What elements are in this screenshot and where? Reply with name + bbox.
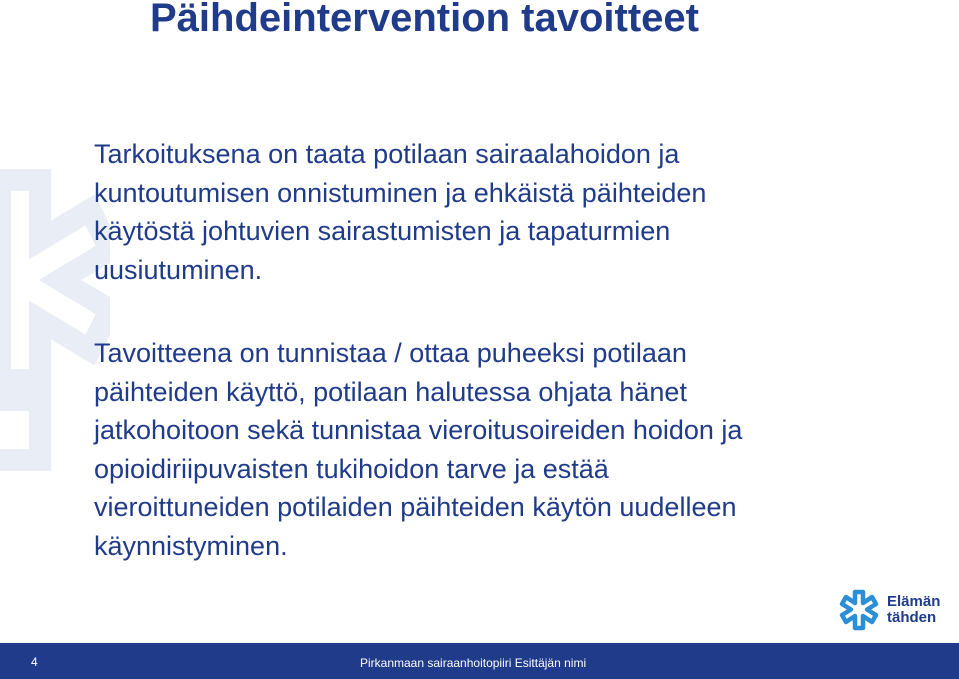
footer-bar <box>0 643 959 679</box>
goal-paragraph-purpose <box>94 135 834 289</box>
elaman-tahden-logo <box>836 588 946 636</box>
text-line: kuntoutumisen onnistuminen ja ehkäistä päihteiden <box>94 177 707 208</box>
text-line: päihteiden käyttö, potilaan halutessa ohjata hänet <box>94 376 687 407</box>
text-line: opioidiriipuvaisten tukihoidon tarve ja estää <box>94 453 609 484</box>
logo-line2: tähden <box>887 609 937 626</box>
text-line: Tavoitteena on tunnistaa / ottaa puheeksi potilaan <box>94 338 687 368</box>
page-number: 4 <box>31 655 38 669</box>
star-of-life-icon <box>836 588 882 634</box>
text-line: uusiutuminen. <box>94 254 263 285</box>
text-line: käynnistyminen. <box>94 530 288 561</box>
goal-paragraph-objective <box>94 334 894 565</box>
text-line: käytöstä johtuvien sairastumisten ja tapaturmien <box>94 216 671 246</box>
text-line: Tarkoituksena on taata potilaan sairaalahoidon ja <box>94 139 680 169</box>
slide-title: Päihdeintervention tavoitteet <box>150 0 699 40</box>
logo-line1: Elämän <box>887 593 941 610</box>
footer-text: Pirkanmaan sairaanhoitopiiri Esittäjän nimi <box>360 656 587 670</box>
text-line: vieroittuneiden potilaiden päihteiden käytön uudelleen <box>94 492 737 522</box>
text-line: jatkohoitoon sekä tunnistaa vieroitusoireiden hoidon ja <box>94 415 743 445</box>
